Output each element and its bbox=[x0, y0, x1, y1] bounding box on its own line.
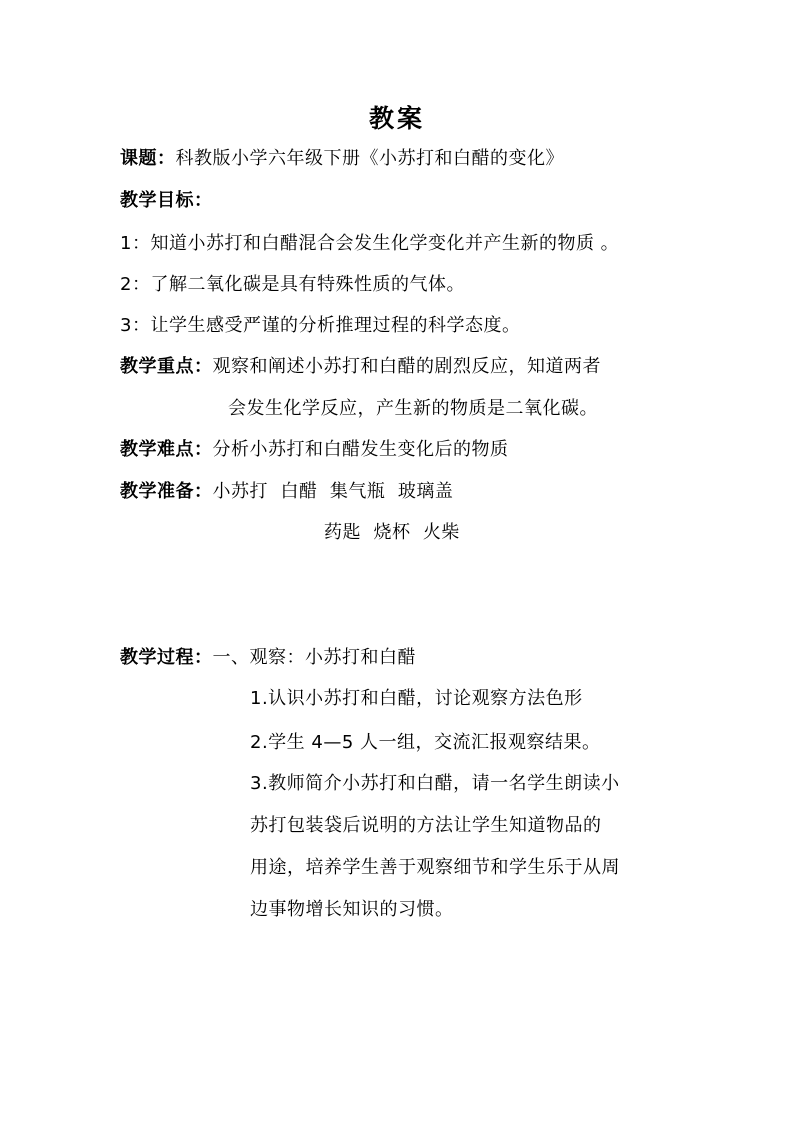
objective-item-1: 1：知道小苏打和白醋混合会发生化学变化并产生新的物质 。 bbox=[120, 233, 620, 254]
process-line bbox=[120, 647, 416, 669]
objective-item-3: 3：让学生感受严谨的分析推理过程的科学态度。 bbox=[120, 315, 521, 336]
objective-item-2: 2：了解二氧化碳是具有特殊性质的气体。 bbox=[120, 274, 465, 295]
prep-text-2: 药匙 烧杯 火柴 bbox=[324, 522, 460, 543]
process-step-3-cont-1: 苏打包装袋后说明的方法让学生知道物品的 bbox=[250, 815, 602, 836]
document-title: 教案 bbox=[368, 104, 425, 133]
process-label: 教学过程： bbox=[120, 647, 213, 668]
process-step-1: 1.认识小苏打和白醋，讨论观察方法色形 bbox=[250, 688, 583, 709]
process-step-3: 3.教师简介小苏打和白醋，请一名学生朗读小 bbox=[250, 773, 620, 794]
difficulty-text: 分析小苏打和白醋发生变化后的物质 bbox=[212, 439, 509, 460]
keypoints-text-2: 会发生化学反应，产生新的物质是二氧化碳。 bbox=[228, 398, 598, 419]
difficulty-label: 教学难点： bbox=[120, 439, 213, 460]
process-step-3-cont-3: 边事物增长知识的习惯。 bbox=[250, 899, 454, 920]
topic-label: 课题： bbox=[120, 148, 176, 169]
objectives-label: 教学目标： bbox=[120, 190, 213, 211]
prep-label: 教学准备： bbox=[120, 481, 213, 502]
process-heading: 一、观察：小苏打和白醋 bbox=[212, 647, 416, 668]
keypoints-line bbox=[120, 356, 601, 378]
difficulty-line bbox=[120, 439, 509, 461]
keypoints-text-1: 观察和阐述小苏打和白醋的剧烈反应，知道两者 bbox=[212, 356, 601, 377]
topic-line bbox=[120, 148, 564, 170]
keypoints-label: 教学重点： bbox=[120, 356, 213, 377]
process-step-3-cont-2: 用途，培养学生善于观察细节和学生乐于从周 bbox=[250, 857, 620, 878]
process-step-2: 2.学生 4—5 人一组，交流汇报观察结果。 bbox=[250, 732, 601, 753]
prep-text-1: 小苏打 白醋 集气瓶 玻璃盖 bbox=[212, 481, 454, 502]
prep-line bbox=[120, 481, 453, 503]
topic-text: 科教版小学六年级下册《小苏打和白醋的变化》 bbox=[175, 148, 564, 169]
